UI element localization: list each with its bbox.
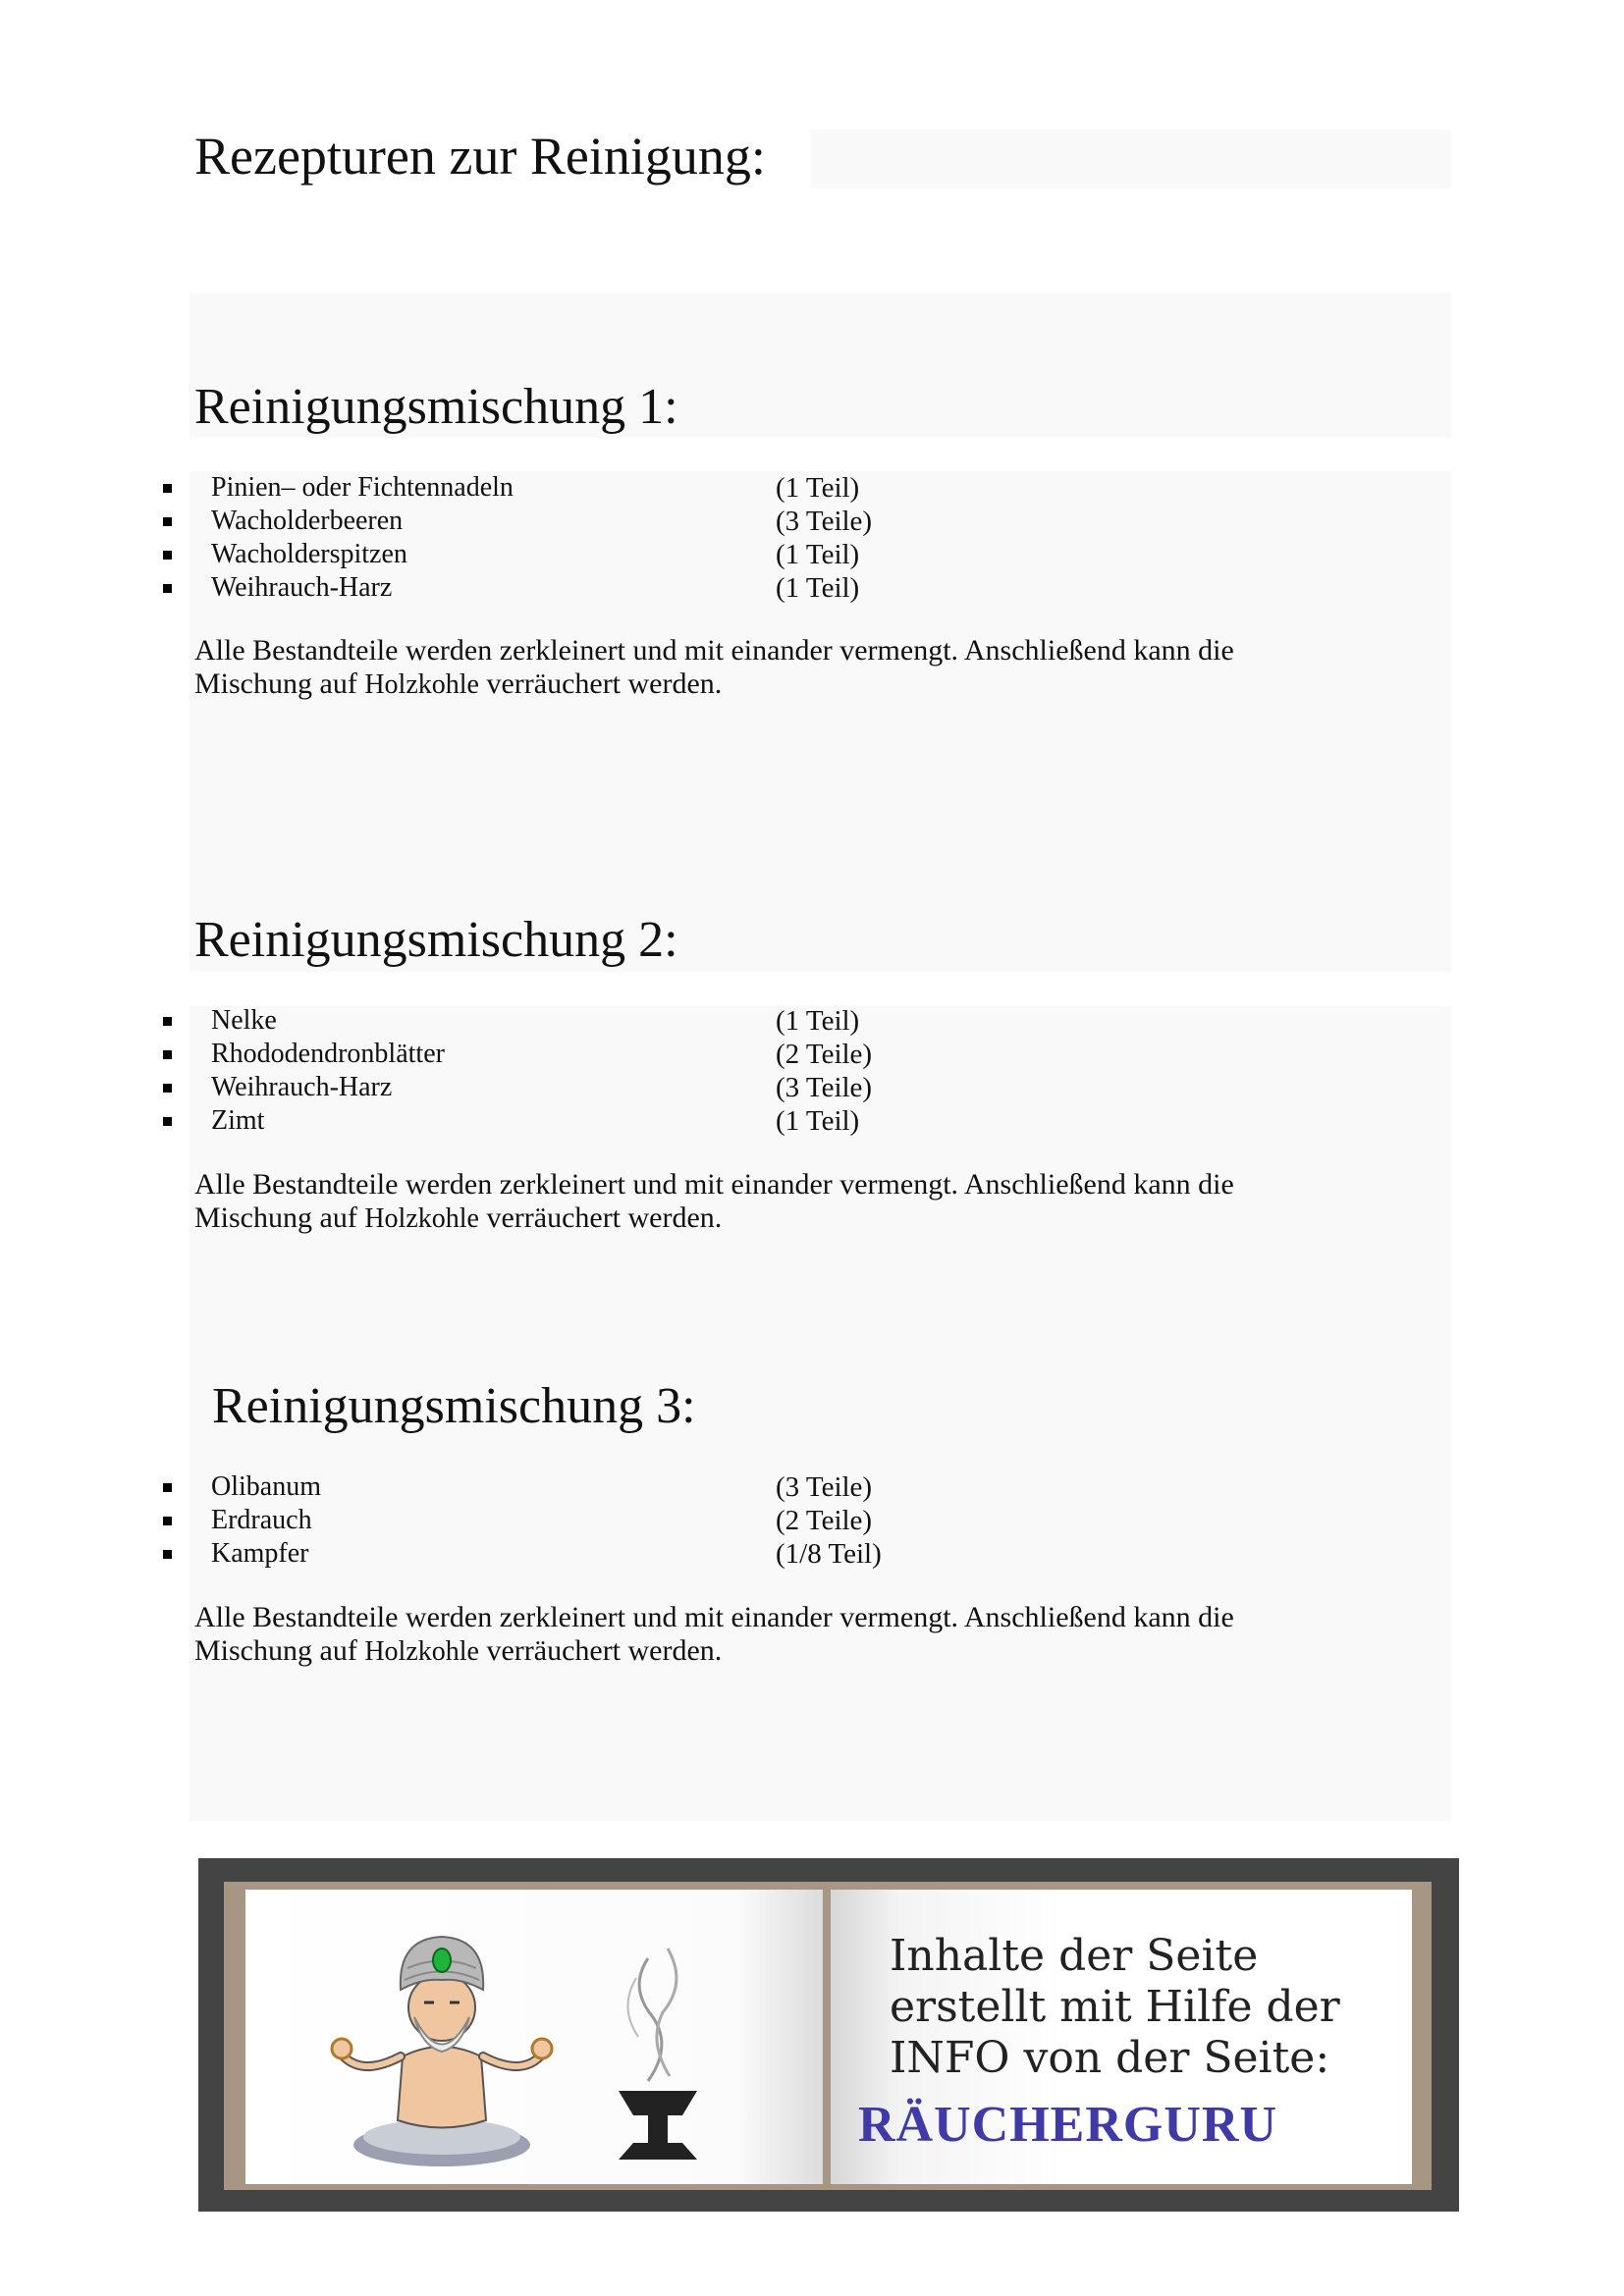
credit-line: erstellt mit Hilfe der (890, 1982, 1340, 2032)
instructions-line: verräuchert werden. (478, 1634, 723, 1667)
ingredient-name: Weihrauch-Harz (211, 572, 393, 603)
credit-line: Inhalte der Seite (890, 1931, 1259, 1981)
ingredient-list-3 (0, 1470, 982, 1571)
list-item (0, 538, 982, 571)
bullet-icon (163, 1550, 172, 1559)
list-item (0, 1470, 982, 1504)
ingredient-name: Olibanum (211, 1471, 321, 1502)
bullet-icon (163, 584, 172, 593)
ingredient-qty: (1 Teil) (776, 1005, 860, 1037)
meditating-guru-icon (324, 1909, 795, 2174)
bullet-icon (163, 551, 172, 560)
section-heading-1: Reinigungsmischung 1: (194, 379, 678, 435)
bullet-icon (163, 1084, 172, 1093)
instructions-line: Mischung auf (194, 1634, 365, 1667)
book-left-page (245, 1890, 823, 2184)
instructions-word: Holzkohle (364, 1636, 479, 1667)
credit-line: INFO von der Seite: (890, 2033, 1330, 2083)
ingredient-list-1 (0, 471, 982, 605)
credit-text (890, 1931, 1340, 2084)
instructions-line: verräuchert werden. (478, 667, 723, 700)
section-heading-3: Reinigungsmischung 3: (212, 1378, 696, 1434)
list-item (0, 1104, 982, 1138)
instructions-word: Holzkohle (364, 669, 479, 700)
ingredient-name: Kampfer (211, 1538, 309, 1569)
credit-banner (198, 1858, 1459, 2212)
list-item (0, 505, 982, 538)
bullet-icon (163, 1483, 172, 1492)
ingredient-qty: (2 Teile) (776, 1039, 873, 1070)
page-title: Rezepturen zur Reinigung: (194, 127, 766, 186)
ingredient-name: Wacholderbeeren (211, 506, 404, 536)
bullet-icon (163, 1050, 172, 1059)
list-item (0, 1004, 982, 1038)
ingredient-name: Nelke (211, 1005, 277, 1036)
ingredient-name: Rhododendronblätter (211, 1039, 445, 1069)
bullet-icon (163, 484, 172, 493)
ingredient-name: Zimt (211, 1105, 265, 1136)
bullet-icon (163, 517, 172, 526)
ingredient-name: Erdrauch (211, 1505, 312, 1535)
instructions-2 (194, 1168, 1373, 1236)
list-item (0, 1038, 982, 1071)
bullet-icon (163, 1517, 172, 1525)
bullet-icon (163, 1117, 172, 1126)
ingredient-qty: (1 Teil) (776, 1105, 860, 1137)
instructions-line: verräuchert werden. (478, 1201, 723, 1234)
instructions-line: Alle Bestandteile werden zerkleinert und mit einander vermengt. Anschließend kann die (194, 1168, 1234, 1201)
list-item (0, 571, 982, 605)
ingredient-qty: (1 Teil) (776, 572, 860, 604)
instructions-line: Mischung auf (194, 1201, 365, 1234)
list-item (0, 471, 982, 505)
instructions-line: Mischung auf (194, 667, 365, 700)
ingredient-qty: (3 Teile) (776, 1471, 873, 1503)
ingredient-name: Weihrauch-Harz (211, 1072, 393, 1102)
bullet-icon (163, 1017, 172, 1026)
instructions-3 (194, 1601, 1373, 1669)
instructions-line: Alle Bestandteile werden zerkleinert und mit einander vermengt. Anschließend kann die (194, 1601, 1234, 1633)
open-book-image (224, 1882, 1432, 2190)
ingredient-qty: (1 Teil) (776, 539, 860, 570)
list-item (0, 1071, 982, 1104)
instructions-1 (194, 634, 1373, 702)
ingredient-name: Pinien– oder Fichtennadeln (211, 472, 514, 503)
book-right-page (831, 1890, 1412, 2184)
ingredient-list-2 (0, 1004, 982, 1138)
ingredient-qty: (3 Teile) (776, 506, 873, 537)
ingredient-qty: (1 Teil) (776, 472, 860, 504)
section-heading-2: Reinigungsmischung 2: (194, 912, 678, 968)
brand-name: RÄUCHERGURU (858, 2097, 1277, 2153)
list-item (0, 1537, 982, 1571)
list-item (0, 1504, 982, 1537)
ingredient-name: Wacholderspitzen (211, 539, 407, 569)
instructions-line: Alle Bestandteile werden zerkleinert und mit einander vermengt. Anschließend kann die (194, 634, 1234, 667)
instructions-word: Holzkohle (364, 1203, 479, 1234)
ingredient-qty: (3 Teile) (776, 1072, 873, 1103)
ingredient-qty: (2 Teile) (776, 1505, 873, 1536)
ingredient-qty: (1/8 Teil) (776, 1538, 882, 1570)
